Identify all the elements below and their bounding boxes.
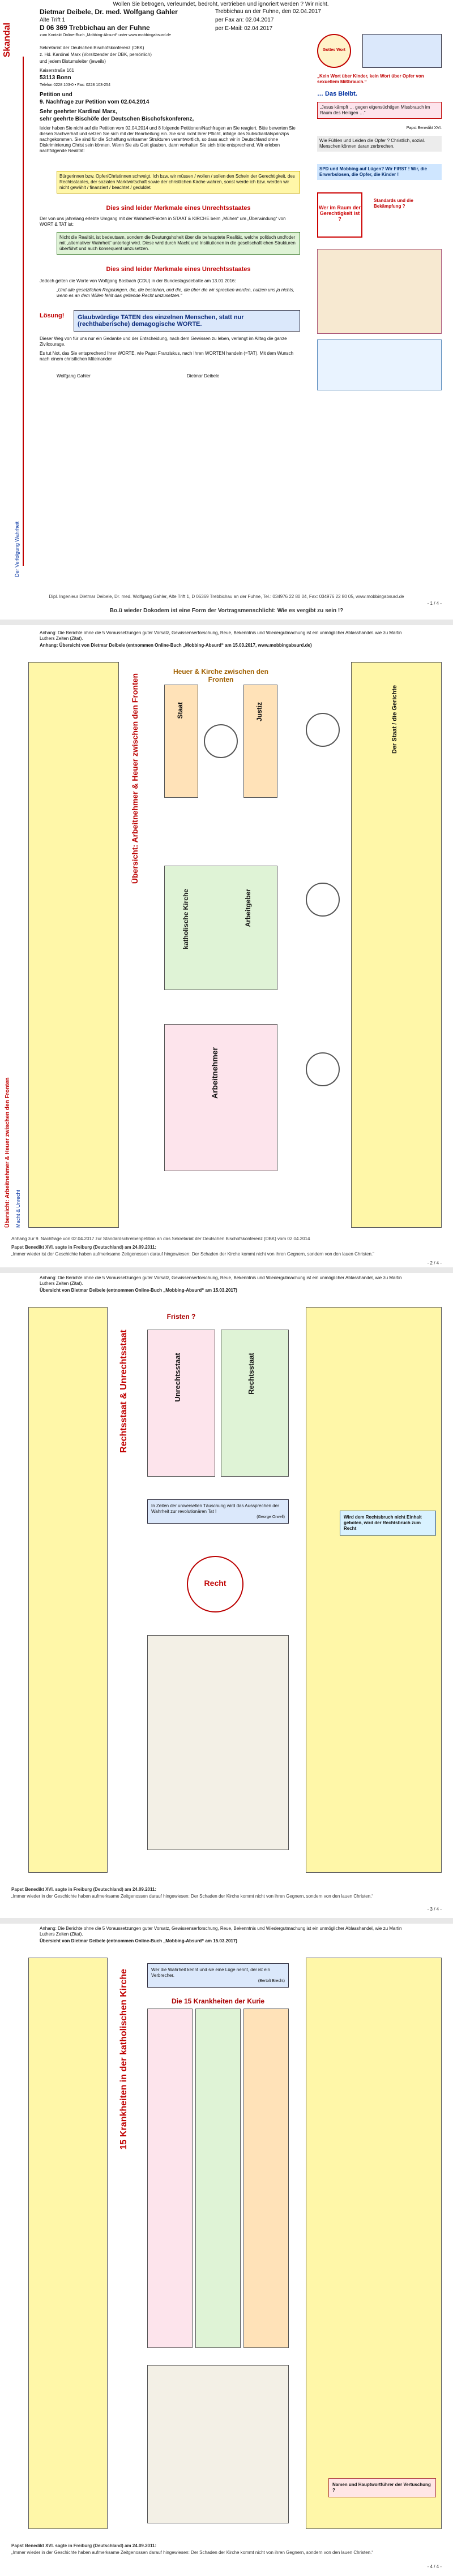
page-separator	[0, 620, 453, 625]
unrechtsstaat-label: Unrechtsstaat	[173, 1353, 182, 1402]
footer-2: Anhang zur 9. Nachfrage von 02.04.2017 zur Standardschreibenpetition an das Sekretariat der Deutschen Bischofskonferenz (DBK) vom 02.04.2014	[11, 1236, 310, 1241]
right-column-4	[306, 1958, 442, 2529]
left-title-2: Übersicht: Arbeitnehmer & Heuer zwischen den Fronten	[130, 673, 139, 884]
ganze-welt-label: Der Staat / die Gerichte	[391, 685, 398, 754]
fax-line: per Fax an: 02.04.2017	[215, 17, 274, 23]
fax-number: Telefon 0228 103-0 • Fax: 0228 103-254	[40, 83, 111, 87]
right-box-2: SPD und Mobbing auf Lügen? Wir FIRST ! Wir, die Erwerbslosen, die Opfer, die Kinder !	[317, 164, 442, 180]
recht-label: Recht	[204, 1579, 226, 1588]
papst-line-4: Papst Benedikt XVI. sagte in Freiburg (Deutschland) am 24.09.2011:	[11, 2543, 157, 2548]
kirche-label: katholische Kirche	[182, 889, 190, 949]
petition-label: Petition und	[40, 92, 72, 98]
signature-1: Wolfgang Gahler	[57, 373, 91, 379]
papst-quote-2: „Immer wieder ist der Geschichte haben aufmerksame Zeitgenossen darauf hingewiesen: Der Schaden der Kirche kommt nicht von ihren Gegnern, sondern von den lauen Christen.“	[11, 1252, 374, 1257]
column-staat	[164, 685, 198, 798]
loesung-label: Lösung!	[40, 312, 65, 319]
right-quote-source: Papst Benedikt XVI.	[406, 126, 442, 130]
center-circle	[204, 724, 238, 758]
signature-2: Dietmar Deibele	[187, 373, 220, 379]
author-line: Dietmar Deibele, Dr. med. Wolfgang Gahler	[40, 8, 178, 16]
recht-circle	[187, 1556, 243, 1612]
center-lower-3	[147, 1635, 289, 1850]
side-text-2a: Übersicht: Arbeitnehmer & Heuer zwischen den Fronten	[5, 1077, 11, 1228]
bibel-box: Wird dem Rechtsbruch nicht Einhalt geboten, wird der Rechtsbruch zum Recht	[340, 1511, 436, 1536]
kurie-col-3	[243, 2009, 289, 2348]
fristen-label: Fristen ?	[166, 1313, 196, 1321]
site-line: zum Kontakt Online-Buch „Mobbing-Absurd“ unter www.mobbingabsurd.de	[40, 33, 171, 37]
header-line: Wollen Sie betrogen, verleumdet, bedroht, vertrieben und ignoriert werden ? Wir nicht.	[113, 1, 329, 7]
highlight-1: Bürgerinnen bzw. Opfer/Christinnen schweigt. Ich bzw. wir müssen / wollen / sollen den Schein der Gerechtigkeit, des Rechtsstaates, der sozialen Marktwirtschaft sowie der christlichen Kirche wahren, sonst werde ich bzw. werden wir nicht gewählt / finanziert / beachtet / geduldet.	[57, 171, 300, 193]
right-quote: „Jesus kämpft … gegen eigensüchtigen Missbrauch im Raum des Heiligen …“	[317, 102, 442, 119]
right-image	[317, 249, 442, 334]
right-image-2	[317, 339, 442, 390]
recipient-title: Sekretariat der Deutschen Bischofskonferenz (DBK)	[40, 45, 144, 50]
city: 53113 Bonn	[40, 75, 71, 81]
email-line: per E-Mail: 02.04.2017	[215, 25, 273, 32]
side-sub: Der Verfolgung Wahrheit	[14, 521, 20, 577]
right-subheading: … Das Bleibt.	[317, 91, 357, 97]
ubersicht-4: Übersicht von Dietmar Deibele (entnommen Online-Buch „Mobbing-Absurd“ am 15.03.2017)	[40, 1938, 237, 1943]
right-heading: „Kein Wort über Kinder, kein Wort über Opfer von sexuellem Mißbrauch.“	[317, 74, 424, 84]
page-separator	[0, 1918, 453, 1924]
ubersicht-2: Anhang: Übersicht von Dietmar Deibele (entnommen Online-Buch „Mobbing-Absurd“ am 15.03.2017, www.mobbingabsurd.de)	[40, 643, 312, 648]
papst-line-3: Papst Benedikt XVI. sagte in Freiburg (Deutschland) am 24.09.2011:	[11, 1887, 157, 1892]
wahrheit-source-4: (Bertolt Brecht)	[258, 1979, 285, 1983]
loesung-text: Glaubwürdige TATEN des einzelnen Menschen, statt nur (rechthaberische) demagogische WORTE.	[74, 310, 300, 332]
highlight-2: Nicht die Realität, ist bedeutsam, sondern die Deutungshoheit über die behauptete Realität, welche politisch und/oder mit „alternativer Wahrheit“ unterlegt wird. Diese wird durch Macht und Institutionen in die gesellschaftlichen Strukturen überführt und auch konsequent umzusetzen.	[57, 232, 300, 255]
street: Kaiserstraße 161	[40, 68, 74, 73]
left-column-3	[28, 1307, 108, 1873]
ubersicht-3: Übersicht von Dietmar Deibele (entnommen Online-Buch „Mobbing-Absurd“ am 15.03.2017)	[40, 1288, 237, 1293]
recipient-extra: und jedem Bistumsleiter (jeweils)	[40, 59, 106, 64]
wahrheit-text: In Zeiten der universellen Täuschung wird das Aussprechen der Wahrheit zur revolutionären Tat !	[151, 1503, 279, 1514]
right-column-3	[306, 1307, 442, 1873]
page-separator	[0, 1267, 453, 1273]
page-number-1: - 1 / 4 -	[427, 601, 442, 606]
kurie-label: Die 15 Krankheiten der Kurie	[171, 1997, 265, 2005]
anhang-4: Anhang: Die Berichte ohne die 5 Voraussetzungen guter Vorsatz, Gewissenserforschung, Reue, Bekenntnis und Wiedergutmachung ist ein unmöglicher Ablasshandel, wie zu Martin Luthers Zeiten (Zitat).	[40, 1926, 402, 1937]
address-line1: Alte Trift 1	[40, 17, 66, 23]
column-justiz	[243, 685, 277, 798]
recht-column	[221, 1330, 289, 1477]
wahrheit-box-4	[147, 1963, 289, 1988]
seal-icon	[317, 34, 351, 68]
page-1	[0, 0, 453, 617]
right-circle-2	[306, 883, 340, 917]
photo-placeholder	[362, 34, 442, 68]
anhang-3: Anhang: Die Berichte ohne die 5 Voraussetzungen guter Vorsatz, Gewissenserforschung, Reue, Bekenntnis und Wiedergutmachung ist ein unmöglicher Ablasshandel, wie zu Martin Luthers Zeiten (Zitat).	[40, 1275, 402, 1286]
arbeitnehmer-label: Arbeitnehmer	[210, 1047, 219, 1099]
merkmal-2: Dies sind leider Merkmale eines Unrechtsstaates	[106, 266, 251, 273]
nachfrage-label: 9. Nachfrage zur Petition vom 02.04.2014	[40, 99, 149, 105]
page-3	[0, 1273, 453, 1918]
wahrheit-source: (George Orwell)	[257, 1515, 285, 1519]
greeting1: Sehr geehrter Kardinal Marx,	[40, 109, 117, 115]
left-column-4	[28, 1958, 108, 2529]
papst-quote-3: „Immer wieder in der Geschichte haben aufmerksame Zeitgenossen darauf hingewiesen: Der Schaden der Kirche kommt nicht von ihren Gegnern, sondern von den lauen Christen.“	[11, 1894, 374, 1899]
unrecht-column	[147, 1330, 215, 1477]
rechtsstaat-label: Rechtsstaat	[247, 1353, 255, 1395]
anhang-2: Anhang: Die Berichte ohne die 5 Voraussetzungen guter Vorsatz, Gewissenserforschung, Reue, Bekenntnis und Wiedergutmachung ist ein unmöglicher Ablasshandel. wie zu Martin Luthers Zeiten (Zitat).	[40, 630, 402, 641]
bottom-line-1: Bo.ü wieder Dokodem ist eine Form der Vortragsmenschlicht: Wie es vergibt zu sein !?	[109, 608, 344, 614]
right-box: Wie Fühlen und Leiden die Opfer ? Christlich, sozial. Menschen können daran zerbrechen.	[317, 136, 442, 152]
recipient-person: z. Hd. Kardinal Marx (Vorsitzender der DBK, persönlich)	[40, 52, 152, 57]
page-number-4: - 4 / 4 -	[427, 2564, 442, 2569]
rechtsstaat-title: Rechtsstaat & Unrechtsstaat	[119, 1330, 129, 1453]
kurie-col-1	[147, 2009, 193, 2348]
right-circle-1	[306, 713, 340, 747]
kurie-col-2	[195, 2009, 241, 2348]
standards: Standards und die Bekämpfung ?	[374, 198, 413, 209]
papst-line-2: Papst Benedikt XVI. sagte in Freiburg (Deutschland) am 24.09.2011:	[11, 1245, 157, 1250]
date-line: Trebbichau an der Fuhne, den 02.04.2017	[215, 8, 321, 15]
papst-quote-4: „Immer wieder in der Geschichte haben aufmerksame Zeitgenossen darauf hingewiesen: Der Schaden der Kirche kommt nicht von ihren Gegnern, sondern von den lauen Christen.“	[11, 2550, 374, 2555]
quote: „Und alle gesetzlichen Regelungen, die, die bestehen, und die, die über die wir sprechen werden, nutzen uns ja nichts, wenn es an dem Willen fehlt das geltende Recht umzusetzen.“	[57, 287, 294, 298]
seal-text: Gottes Wort	[323, 48, 345, 52]
arbeitgeber-label: Arbeitgeber	[244, 889, 252, 927]
page-number-3: - 3 / 4 -	[427, 1907, 442, 1912]
merkmal-1: Dies sind leider Merkmale eines Unrechtsstaates	[106, 205, 251, 212]
namen-box: Namen und Hauptwortführer der Vertuschung ?	[328, 2478, 436, 2497]
right-column-2	[351, 662, 442, 1228]
paragraph-2: Der von uns jahrelang erlebte Umgang mit der Wahrheit/Fakten in STAAT & KIRCHE beim „Mühen“ um „Überwindung“ von WORT & TAT ist:	[40, 216, 286, 227]
page-4	[0, 1924, 453, 2576]
greeting2: sehr geehrte Bischöfe der Deutschen Bischofskonferenz,	[40, 116, 194, 122]
page-2	[0, 628, 453, 1267]
sign-box: Wer im Raum der Gerechtigkeit ist ?	[317, 192, 362, 238]
center-lower-4	[147, 2365, 289, 2523]
footer-1: Dipl. Ingenieur Dietmar Deibele, Dr. med. Wolfgang Gahler, Alte Trift 1, D 06369 Trebbichau an der Fuhne, Tel.: 034976 22 80 04, Fax: 034976 22 80 05, www.mobbingabsurd.de	[49, 594, 404, 599]
krankheiten-title: 15 Krankheiten in der katholischen Kirche	[119, 1969, 129, 2150]
side-text-2b: Macht & Unrecht	[15, 1189, 21, 1228]
wahrheit-text-4: Wer die Wahrheit kennt und sie eine Lüge nennt, der ist ein Verbrecher.	[151, 1967, 270, 1978]
paragraph-3: Jedoch gelten die Worte von Wolfgang Bosbach (CDU) in der Bundestagsdebatte am 13.01.2016:	[40, 278, 236, 283]
side-title: Skandal	[2, 23, 12, 58]
paragraph-4: Dieser Weg von für uns nur ein Gedanke und der Entscheidung, nach dem Gewissen zu leben, verlangt im Alltag die ganze Zivilcourage.	[40, 336, 287, 347]
page-number-2: - 2 / 4 -	[427, 1261, 442, 1266]
address-line2: D 06 369 Trebbichau an der Fuhne	[40, 24, 150, 32]
staat-label: Staat	[176, 702, 184, 719]
center-text-2: Heuer & Kirche zwischen den Fronten	[173, 668, 269, 683]
left-column-2	[28, 662, 119, 1228]
paragraph-5: Es tut Not, das Sie entsprechend Ihrer WORTE, wie Papst Franziskus, nach Ihren WORTEN handeln (=TAT). Mit dem Wunsch nach einem christlichen Miteinander	[40, 351, 294, 362]
paragraph-1: leider haben Sie nicht auf die Petition vom 02.04.2014 und 8 folgende Petitionen/Nachfragen an Sie reagiert. Bitte bewerten Sie diesen Sachverhalt und setzen Sie sich mit der Bearbeitung ein. Sie sind nicht Ihrer Pflicht, infolge des Subsidiaritätsprinzips nachgekommen. Sie sind für die Schaffung wirksamer Strukturen verantwortlich, so dass auch wir in Deutschland ohne Diskriminierung Christ sein können. Wenn Sie als Gott glauben, dann verhalten Sie sich bitte entsprechend. Wir erleben nachfolgende Realität:	[40, 126, 296, 153]
side-rule	[23, 57, 24, 566]
column-arbeitnehmer	[164, 1024, 277, 1171]
right-circle-3	[306, 1052, 340, 1086]
justiz-label: Justiz	[255, 702, 263, 722]
column-kirche	[164, 866, 277, 990]
wahrheit-box	[147, 1499, 289, 1524]
